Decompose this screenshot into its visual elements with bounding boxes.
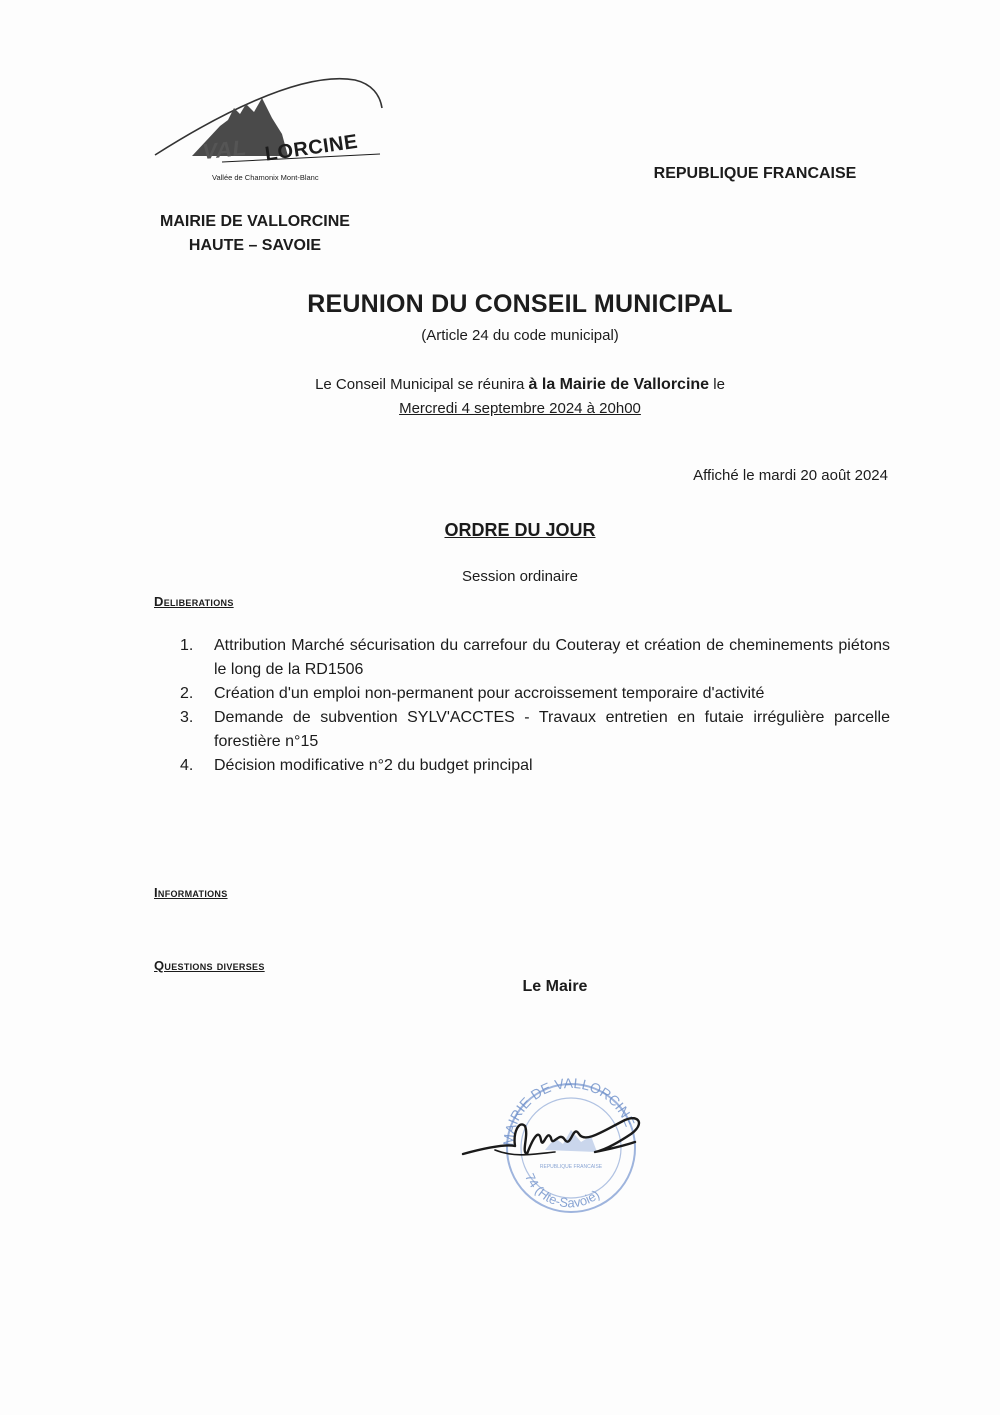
svg-text:Vallée de Chamonix Mont-Blanc: Vallée de Chamonix Mont-Blanc xyxy=(212,173,319,182)
convocation-suffix: le xyxy=(709,376,725,393)
stamp-text-inner: REPUBLIQUE FRANCAISE xyxy=(539,1164,603,1170)
agenda-item xyxy=(180,682,890,706)
convocation-line xyxy=(0,373,1000,397)
agenda-item-text: Attribution Marché sécurisation du carrefour du Couteray et création de cheminements piétons le long de la RD1506 xyxy=(214,637,890,678)
document-title: REUNION DU CONSEIL MUNICIPAL xyxy=(307,290,733,318)
stamp-text-bottom: 74 (Hte-Savoie) xyxy=(522,1171,603,1211)
agenda-list xyxy=(180,634,890,778)
article-reference: (Article 24 du code municipal) xyxy=(421,327,619,344)
agenda-heading: ORDRE DU JOUR xyxy=(444,520,596,540)
convocation-text xyxy=(0,373,1000,421)
agenda-item-text: Décision modificative n°2 du budget principal xyxy=(214,757,533,774)
vallorcine-logo xyxy=(150,70,390,185)
section-questions-diverses: Questions diverses xyxy=(154,958,265,973)
agenda-item-number: 1. xyxy=(180,637,194,654)
svg-text:74 (Hte-Savoie) xyxy=(522,1171,602,1210)
section-deliberations: Deliberations xyxy=(154,594,234,609)
convocation-prefix: Le Conseil Municipal se réunira xyxy=(315,376,529,393)
agenda-item-text: Création d'un emploi non-permanent pour accroissement temporaire d'activité xyxy=(214,685,765,702)
agenda-item-number: 4. xyxy=(180,757,194,774)
meeting-date: Mercredi 4 septembre 2024 à 20h00 xyxy=(399,400,641,417)
agenda-item xyxy=(180,634,890,682)
agenda-item-number: 2. xyxy=(180,685,194,702)
agenda-item xyxy=(180,706,890,754)
svg-text:LORCINE: LORCINE xyxy=(263,130,360,166)
mairie-stamp xyxy=(455,1068,655,1228)
agenda-item xyxy=(180,754,890,778)
republique-francaise-header: REPUBLIQUE FRANCAISE xyxy=(653,165,857,182)
mairie-department: HAUTE – SAVOIE xyxy=(188,237,322,254)
mairie-name: MAIRIE DE VALLORCINE xyxy=(160,213,350,230)
posting-date: Affiché le mardi 20 août 2024 xyxy=(693,467,888,484)
session-type: Session ordinaire xyxy=(462,568,578,585)
convocation-place: à la Mairie de Vallorcine xyxy=(528,376,710,393)
svg-text:VAL: VAL xyxy=(201,135,249,165)
agenda-item-number: 3. xyxy=(180,709,194,726)
agenda-item-text: Demande de subvention SYLV'ACCTES - Travaux entretien en futaie irrégulière parcelle forestière n°15 xyxy=(214,709,890,750)
stamp-text-top: MAIRIE DE VALLORCINE xyxy=(499,1074,639,1147)
section-informations: Informations xyxy=(154,885,228,900)
mairie-header xyxy=(130,210,380,258)
signatory-title: Le Maire xyxy=(522,978,588,995)
